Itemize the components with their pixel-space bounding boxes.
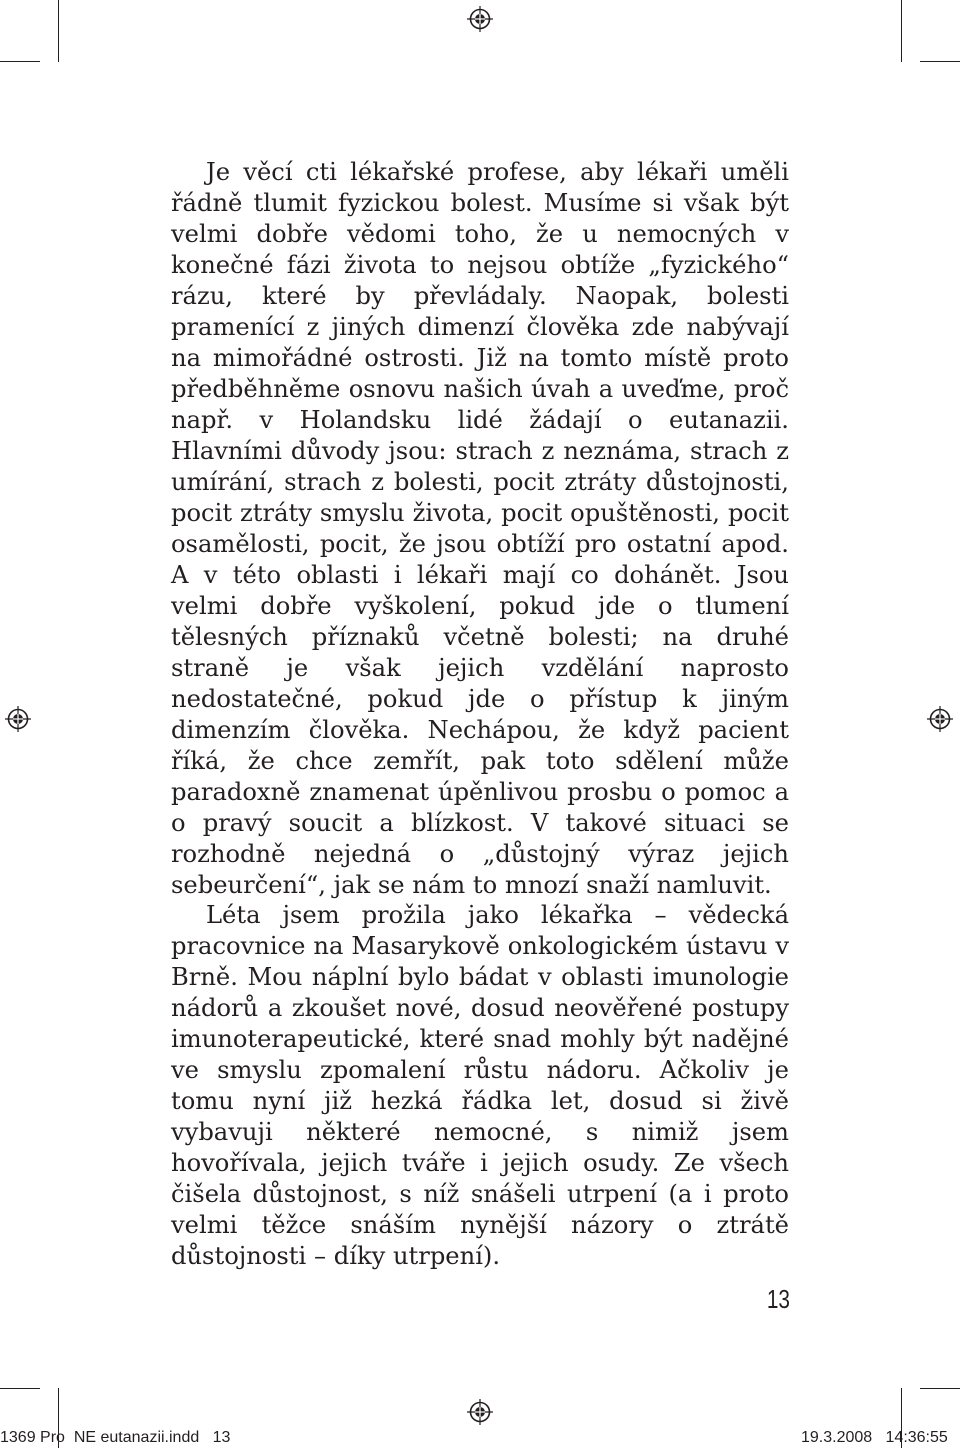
page-number: 13 (766, 1284, 790, 1314)
registration-mark-icon (467, 6, 493, 32)
crop-mark-top-left (58, 0, 59, 62)
crop-mark-bottom-right-h (920, 1388, 960, 1389)
registration-mark-icon (467, 1399, 493, 1425)
crop-mark-top-right-h (920, 61, 960, 62)
crop-mark-top-left-h (0, 61, 40, 62)
body-paragraph-1 (171, 157, 789, 901)
slug-file-name: 1369 Pro NE eutanazii.indd 13 (0, 1429, 231, 1446)
registration-mark-icon (5, 706, 31, 732)
crop-mark-bottom-left-h (0, 1388, 40, 1389)
paragraph-text: Léta jsem prožila jako lékařka – vědecká pracovnice na Masarykově onkologickém ústavu v Brně. Mou náplní bylo bádat v oblasti imunologie nádorů a zkoušet nové, dosud neověřené postupy imunoterapeutické, které snad mohly být nadějné ve smyslu zpomalení růstu nádoru. Ačkoliv je tomu nyní již hezká řádka let, dosud si živě vybavuji některé nemocné, s nimiž jsem hovořívala, jejich tváře i jejich osudy. Ze všech čišela důstojnost, s níž snášeli utrpení (a i proto velmi těžce snáším nynější názory o ztrátě důstojnosti – díky utrpení). (171, 901, 789, 1270)
crop-mark-top-right (901, 0, 902, 62)
paragraph-text: Je věcí cti lékařské profese, aby lékaři uměli řádně tlumit fyzickou bolest. Musíme si však být velmi dobře vědomi toho, že u nemocných v konečné fázi života to nejsou obtíže „fyzického“ rázu, které by převládaly. Naopak, bolesti pramenící z jiných dimenzí člověka zde nabývají na mimořádné ostrosti. Již na tomto místě proto předběhněme osnovu našich úvah a uveďme, proč např. v Holandsku lidé žádají o eutanazii. Hlavními důvody jsou: strach z neznáma, strach z umírání, strach z bolesti, pocit ztráty důstojnosti, pocit ztráty smyslu života, pocit opuštěnosti, pocit osamělosti, pocit, že jsou obtíží pro ostatní apod. A v této oblasti i lékaři mají co dohánět. Jsou velmi dobře vyškolení, pokud jde o tlumení tělesných příznaků včetně bolesti; na druhé straně je však jejich vzdělání naprosto nedostatečné, pokud jde o přístup k jiným dimenzím člověka. Nechápou, že když pacient říká, že chce zemřít, pak toto sdělení může paradoxně znamenat úpěnlivou prosbu o pomoc a o pravý soucit a blízkost. V takové situaci se rozhodně nejedná o „důstojný výraz jejich sebeurčení“, jak se nám to mnozí snaží namluvit. (171, 158, 789, 899)
body-paragraph-2 (171, 900, 789, 1272)
registration-mark-icon (927, 706, 953, 732)
slug-timestamp: 19.3.2008 14:36:55 (801, 1429, 948, 1446)
